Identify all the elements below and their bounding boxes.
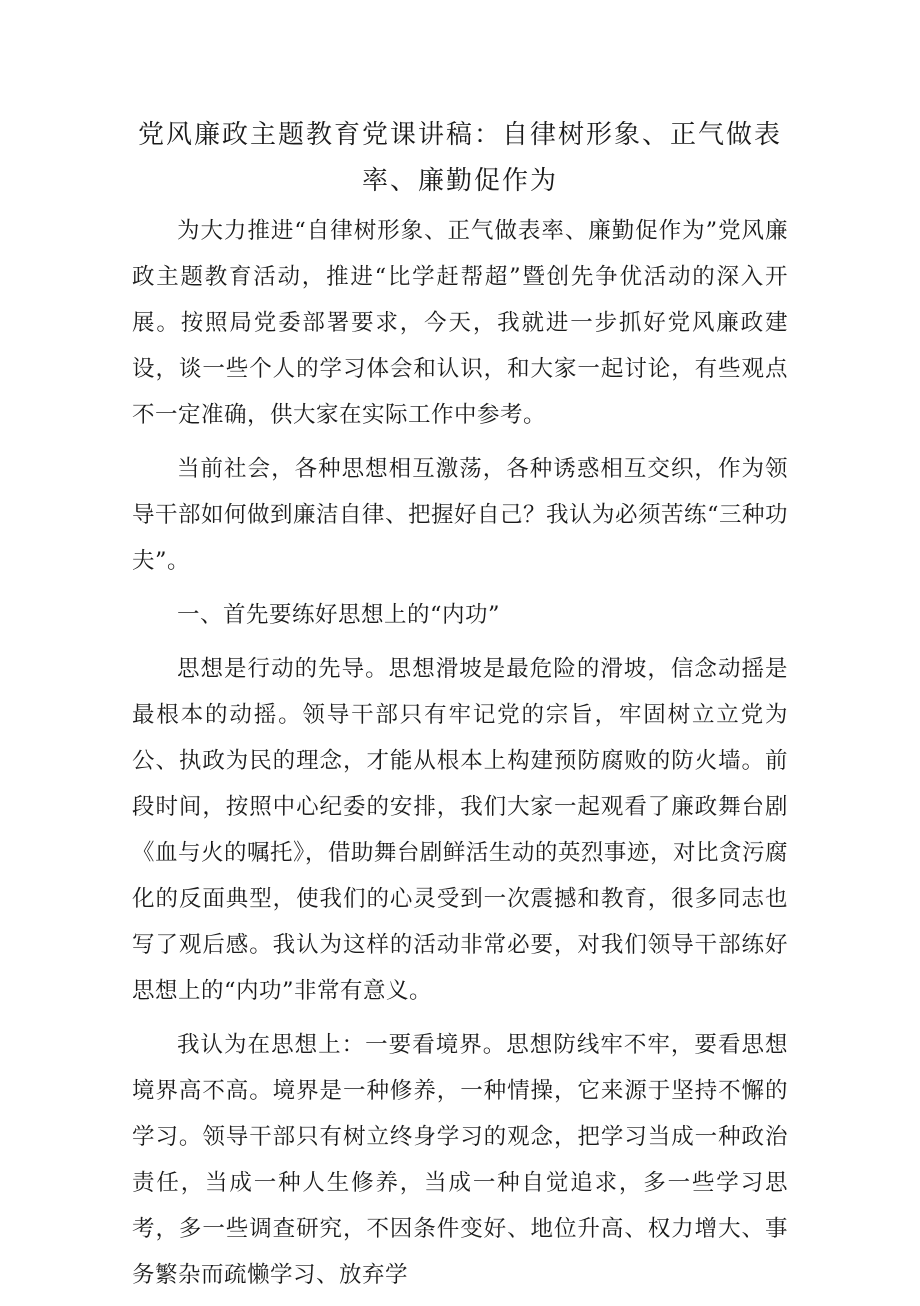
- paragraph-realm: 我认为在思想上：一要看境界。思想防线牢不牢，要看思想境界高不高。境界是一种修养，一种情操，它来源于坚持不懈的学习。领导干部只有树立终身学习的观念，把学习当成一种政治责任，当成一种人生修养，当成一种自觉追求，多一些学习思考，多一些调查研究，不因条件变好、地位升高、权力增大、事务繁杂而疏懒学习、放弃学: [132, 1032, 788, 1288]
- document-body: [132, 208, 788, 1306]
- paragraph-three-skills: 当前社会，各种思想相互激荡，各种诱惑相互交织，作为领导干部如何做到廉洁自律、把握好自己？我认为必须苦练“三种功夫”。: [132, 456, 789, 574]
- document-title: 党风廉政主题教育党课讲稿：自律树形象、正气做表率、廉勤促作为: [137, 120, 782, 196]
- paragraph-intro: 为大力推进“自律树形象、正气做表率、廉勤促作为”党风廉政主题教育活动，推进“比学赶帮超”暨创先争优活动的深入开展。按照局党委部署要求，今天，我就进一步抓好党风廉政建设，谈一些个人的学习体会和认识，和大家一起讨论，有些观点不一定准确，供大家在实际工作中参考。: [132, 218, 788, 428]
- paragraph-thought-guide: 思想是行动的先导。思想滑坡是最危险的滑坡，信念动摇是最根本的动摇。领导干部只有牢记党的宗旨，牢固树立立党为公、执政为民的理念，才能从根本上构建预防腐败的防火墙。前段时间，按照中心纪委的安排，我们大家一起观看了廉政舞台剧《血与火的嘱托》，借助舞台剧鲜活生动的英烈事迹，对比贪污腐化的反面典型，使我们的心灵受到一次震撼和教育，很多同志也写了观后感。我认为这样的活动非常必要，对我们领导干部练好思想上的“内功”非常有意义。: [132, 656, 788, 1004]
- section-heading-one: 一、首先要练好思想上的“内功”: [177, 602, 501, 628]
